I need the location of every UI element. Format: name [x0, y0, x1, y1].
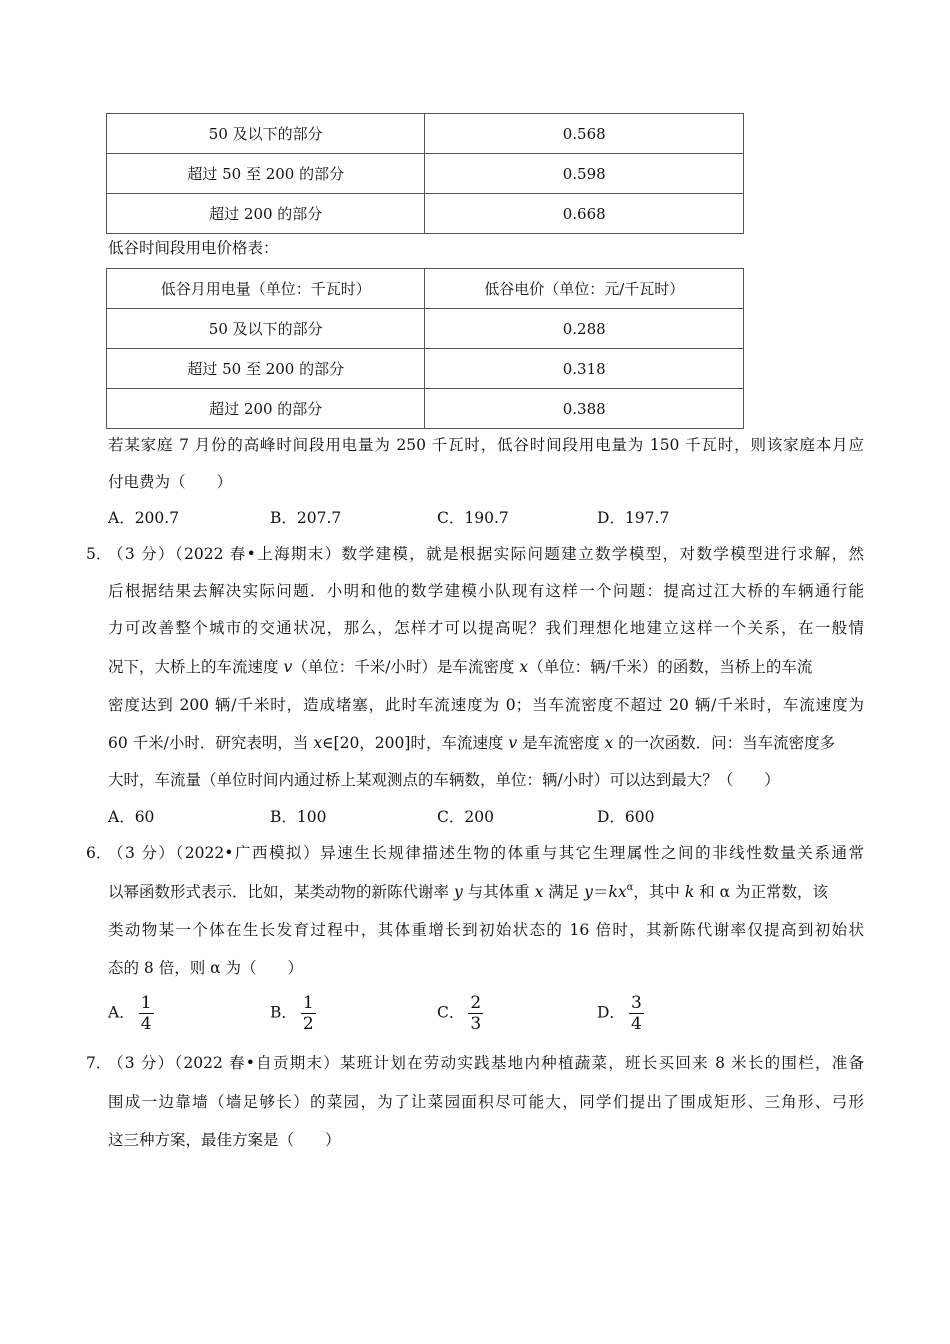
variable-x: x [519, 658, 529, 676]
variable-x: x [617, 883, 627, 901]
text-segment: 和 α 为正常数，该 [694, 883, 828, 901]
numerator: 3 [630, 993, 642, 1013]
q6-text-line [108, 882, 828, 902]
table-row [107, 154, 744, 194]
variable-v: v [508, 734, 518, 752]
option-label: D． [597, 1003, 625, 1022]
q4-option-d: D．197.7 [597, 509, 670, 527]
q6-text-line: （3 分）（2022•广西模拟）异速生长规律描述生物的体重与其它生理属性之间的非线性数量关系通常 [108, 844, 864, 862]
table-row [107, 309, 744, 349]
fraction [629, 993, 644, 1034]
table-header-row [107, 269, 744, 309]
text-segment: 以幂函数形式表示．比如，某类动物的新陈代谢率 [108, 883, 454, 901]
denominator: 2 [302, 1014, 314, 1034]
table-cell: 0.668 [425, 194, 744, 234]
variable-x: x [604, 734, 614, 752]
table-cell: 超过 50 至 200 的部分 [107, 349, 425, 389]
q5-option-c: C．200 [437, 808, 494, 826]
text-segment: 的一次函数．问：当车流密度多 [613, 734, 836, 752]
denominator: 3 [470, 1014, 482, 1034]
table-cell: 0.388 [425, 389, 744, 429]
q5-option-a: A．60 [108, 808, 155, 826]
q4-option-a: A．200.7 [108, 509, 180, 527]
variable-k: k [684, 883, 695, 901]
q6-option-b [270, 993, 316, 1034]
table-cell: 0.598 [425, 154, 744, 194]
fraction [139, 993, 154, 1034]
q5-text-line: （3 分）（2022 春•上海期末）数学建模，就是根据实际问题建立数学模型，对数学模型进行求解，然 [108, 545, 864, 563]
equals-sign: ＝ [592, 883, 609, 901]
text-segment: （单位：辆/千米）的函数，当桥上的车流 [528, 658, 813, 676]
q5-text-line: 密度达到 200 辆/千米时，造成堵塞，此时车流速度为 0；当车流密度不超过 20 辆/千米时，车流速度为 [108, 696, 864, 714]
text-segment: 满足 [543, 883, 585, 901]
table-cell: 50 及以下的部分 [107, 114, 425, 154]
low-table-title: 低谷时间段用电价格表： [108, 239, 279, 257]
variable-v: v [283, 658, 293, 676]
q7-text-line: （3 分）（2022 春•自贡期末）某班计划在劳动实践基地内种植蔬菜，班长买回来 8 米长的围栏，准备 [108, 1054, 864, 1072]
q7-text-line: 这三种方案，最佳方案是（ ） [108, 1131, 341, 1149]
table-row [107, 194, 744, 234]
q4-option-b: B．207.7 [270, 509, 342, 527]
table-cell: 超过 200 的部分 [107, 389, 425, 429]
table-row [107, 114, 744, 154]
table-cell: 0.288 [425, 309, 744, 349]
numerator: 2 [470, 993, 482, 1013]
text-segment: 况下，大桥上的车流速度 [108, 658, 284, 676]
q4-option-c: C．190.7 [437, 509, 509, 527]
text-segment: 与其体重 [462, 883, 535, 901]
q5-text-line [108, 733, 835, 753]
fraction [301, 993, 316, 1034]
high-peak-price-table [106, 113, 744, 234]
text-segment: 60 千米/小时．研究表明，当 [108, 734, 314, 752]
q6-option-d [597, 993, 644, 1034]
table-cell: 0.568 [425, 114, 744, 154]
text-segment: ，其中 [633, 883, 685, 901]
denominator: 4 [140, 1014, 152, 1034]
variable-k: k [608, 883, 618, 901]
variable-x: x [313, 734, 323, 752]
q5-text-line: 后根据结果去解决实际问题．小明和他的数学建模小队现有这样一个问题：提高过江大桥的车辆通行能 [108, 582, 864, 600]
q4-text-line: 若某家庭 7 月份的高峰时间段用电量为 250 千瓦时，低谷时间段用电量为 150 千瓦时，则该家庭本月应 [108, 436, 864, 454]
q6-text-line: 态的 8 倍，则 α 为（ ） [108, 959, 304, 977]
table-header-cell: 低谷月用电量（单位：千瓦时） [107, 269, 425, 309]
q4-text-line: 付电费为（ ） [108, 473, 233, 491]
numerator: 1 [140, 993, 152, 1013]
q5-option-b: B．100 [270, 808, 327, 826]
table-cell: 超过 50 至 200 的部分 [107, 154, 425, 194]
option-label: A． [108, 1003, 135, 1022]
table-cell: 0.318 [425, 349, 744, 389]
variable-x: x [534, 883, 544, 901]
low-valley-price-table [106, 268, 744, 429]
text-segment: ∈[20，200]时，车流速度 [322, 734, 509, 752]
q5-text-line: 大时，车流量（单位时间内通过桥上某观测点的车辆数，单位：辆/小时）可以达到最大？（ ） [108, 771, 780, 789]
q5-number: 5． [86, 545, 112, 563]
q6-number: 6． [86, 844, 112, 862]
table-cell: 50 及以下的部分 [107, 309, 425, 349]
table-cell: 超过 200 的部分 [107, 194, 425, 234]
fraction [468, 993, 483, 1034]
table-row [107, 389, 744, 429]
text-segment: 是车流密度 [517, 734, 605, 752]
q6-option-c [437, 993, 483, 1034]
text-segment: （单位：千米/小时）是车流密度 [292, 658, 520, 676]
q5-text-line: 力可改善整个城市的交通状况，那么，怎样才可以提高呢？我们理想化地建立这样一个关系，在一般情 [108, 619, 864, 637]
q6-option-a [108, 993, 154, 1034]
variable-y: y [584, 883, 593, 901]
table-header-cell: 低谷电价（单位：元/千瓦时） [425, 269, 744, 309]
option-label: C． [437, 1003, 465, 1022]
option-label: B． [270, 1003, 297, 1022]
exponent-alpha: α [626, 882, 634, 893]
variable-y: y [453, 883, 463, 901]
denominator: 4 [630, 1014, 642, 1034]
q5-text-line [108, 657, 812, 677]
q7-number: 7． [86, 1054, 112, 1072]
q7-text-line: 围成一边靠墙（墙足够长）的菜园，为了让菜园面积尽可能大，同学们提出了围成矩形、三角形、弓形 [108, 1093, 864, 1111]
q6-text-line: 类动物某一个体在生长发育过程中，其体重增长到初始状态的 16 倍时，其新陈代谢率仅提高到初始状 [108, 921, 864, 939]
numerator: 1 [302, 993, 314, 1013]
q5-option-d: D．600 [597, 808, 655, 826]
table-row [107, 349, 744, 389]
